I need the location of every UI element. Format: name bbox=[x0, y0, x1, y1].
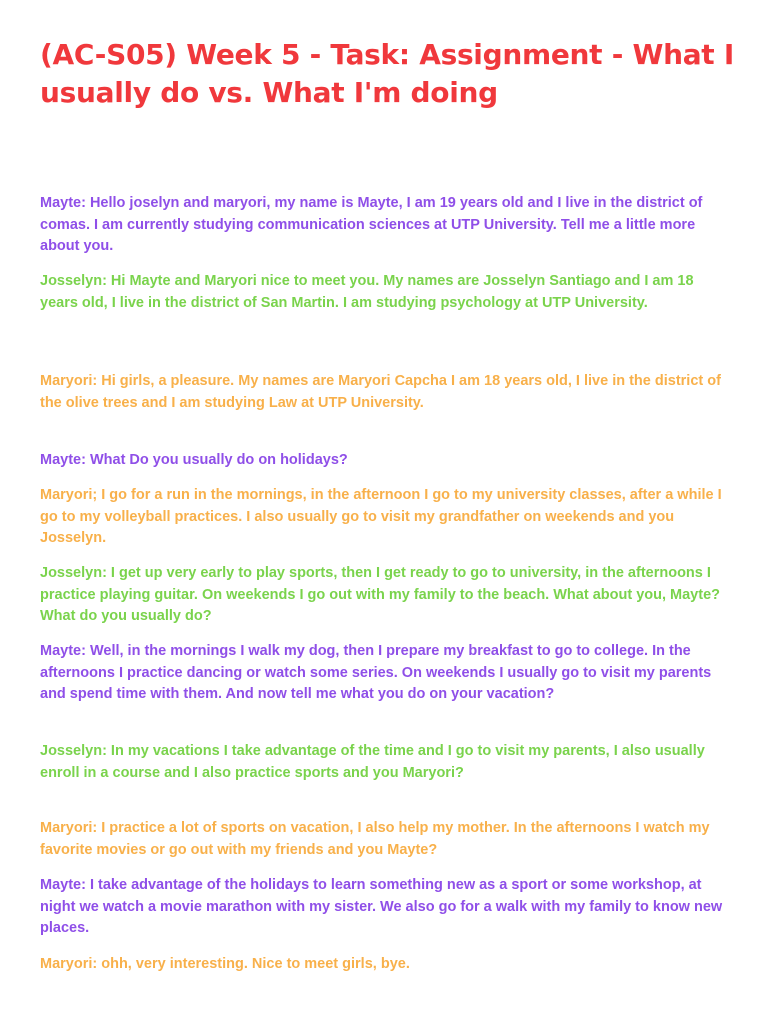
dialogue-line-josselyn: Josselyn: In my vacations I take advantage of the time and I go to visit my parents, I also usually enroll in a course and I also practice sports and you Maryori? bbox=[40, 743, 705, 781]
dialogue-line-josselyn: Josselyn: Hi Mayte and Maryori nice to meet you. My names are Josselyn Santiago and I am 18 years old, I live in the district of San Martin. I am studying psychology at UTP University. bbox=[40, 273, 694, 311]
dialogue-line-mayte: Mayte: I take advantage of the holidays to learn something new as a sport or some workshop, at night we watch a movie marathon with my sister. We also go for a walk with my family to know new places. bbox=[40, 877, 723, 936]
dialogue-line-maryori: Maryori: Hi girls, a pleasure. My names are Maryori Capcha I am 18 years old, I live in the district of the olive trees and I am studying Law at UTP University. bbox=[40, 373, 721, 411]
page-title: (AC-S05) Week 5 - Task: Assignment - What I usually do vs. What I'm doing bbox=[40, 38, 734, 109]
dialogue-line-mayte: Mayte: Well, in the mornings I walk my dog, then I prepare my breakfast to go to college. In the afternoons I practice dancing or watch some series. On weekends I usually go to visit my parents and spend time with them. And now tell me what you do on your vacation? bbox=[40, 643, 712, 702]
dialogue-line-maryori: Maryori; I go for a run in the mornings, in the afternoon I go to my university classes, after a while I go to my volleyball practices. I also usually go to visit my grandfather on weekends and you Josselyn. bbox=[40, 487, 722, 546]
dialogue-line-josselyn: Josselyn: I get up very early to play sports, then I get ready to go to university, in the afternoons I practice playing guitar. On weekends I go out with my family to the beach. What about you, Mayte? What do you usually do? bbox=[40, 565, 720, 624]
dialogue-line-maryori: Maryori: I practice a lot of sports on vacation, I also help my mother. In the afternoons I watch my favorite movies or go out with my friends and you Mayte? bbox=[40, 820, 710, 858]
dialogue-line-maryori: Maryori: ohh, very interesting. Nice to meet girls, bye. bbox=[40, 956, 410, 972]
dialogue-line-mayte: Mayte: What Do you usually do on holidays? bbox=[40, 452, 348, 468]
dialogue-line-mayte: Mayte: Hello joselyn and maryori, my name is Mayte, I am 19 years old and I live in the district of comas. I am currently studying communication sciences at UTP University. Tell me a little more about you. bbox=[40, 195, 703, 254]
